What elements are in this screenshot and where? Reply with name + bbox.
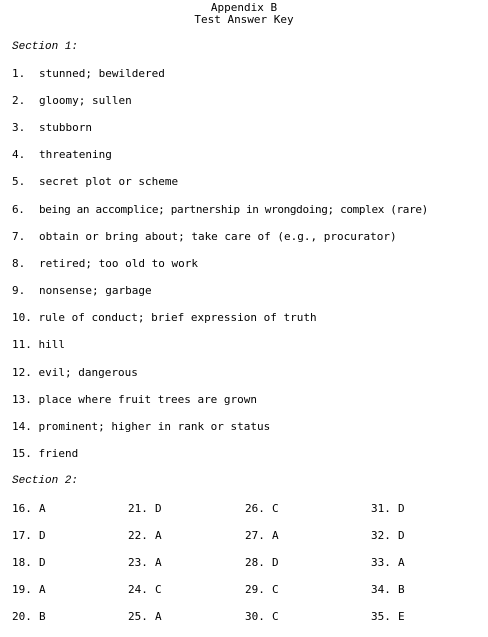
item-answer: A [155, 610, 162, 623]
item-number: 33. [371, 556, 391, 569]
list-item [12, 366, 138, 380]
list-item [12, 284, 152, 298]
item-number: 1. [12, 67, 26, 80]
item-number: 8. [12, 257, 26, 270]
answer-cell [128, 556, 162, 570]
item-number: 24. [128, 583, 148, 596]
list-item [12, 148, 112, 162]
item-number: 5. [12, 175, 26, 188]
item-number: 17. [12, 529, 32, 542]
answer-grid [12, 502, 482, 637]
answer-cell [371, 502, 405, 516]
item-answer: retired; too old to work [39, 257, 198, 270]
list-item [12, 420, 270, 434]
item-number: 31. [371, 502, 391, 515]
item-answer: prominent; higher in rank or status [38, 420, 271, 433]
list-item [12, 393, 257, 407]
item-answer: A [272, 529, 279, 542]
item-answer: D [398, 529, 405, 542]
table-row [12, 529, 482, 556]
item-number: 20. [12, 610, 32, 623]
item-answer: D [39, 529, 46, 542]
answer-cell [245, 556, 279, 570]
item-number: 22. [128, 529, 148, 542]
section-2-title: Section 2: [12, 475, 79, 487]
item-answer: E [398, 610, 405, 623]
item-answer: A [39, 502, 46, 515]
item-answer: A [155, 556, 162, 569]
appendix-title: Appendix B [210, 1, 278, 14]
item-number: 21. [128, 502, 148, 515]
item-answer: rule of conduct; brief expression of truth [38, 311, 317, 324]
list-item [12, 94, 132, 108]
item-number: 4. [12, 148, 26, 161]
item-answer: C [272, 502, 279, 515]
item-answer: D [272, 556, 279, 569]
item-number: 11. [12, 338, 32, 351]
answer-cell [371, 610, 405, 624]
answer-cell [128, 583, 162, 597]
item-number: 35. [371, 610, 391, 623]
item-number: 18. [12, 556, 32, 569]
answer-cell [12, 610, 46, 624]
item-number: 2. [12, 94, 26, 107]
answer-cell [245, 529, 279, 543]
answer-cell [128, 529, 162, 543]
list-item [12, 121, 92, 135]
item-number: 9. [12, 284, 26, 297]
item-answer: C [155, 583, 162, 596]
item-number: 10. [12, 311, 32, 324]
table-row [12, 556, 482, 583]
answer-cell [128, 502, 162, 516]
answer-cell [371, 583, 405, 597]
item-number: 23. [128, 556, 148, 569]
section-1-title: Section 1: [12, 41, 79, 53]
item-answer: D [39, 556, 46, 569]
item-number: 12. [12, 366, 32, 379]
item-number: 14. [12, 420, 32, 433]
item-number: 30. [245, 610, 265, 623]
item-answer: obtain or bring about; take care of (e.g., procurator) [39, 230, 397, 243]
item-answer: place where fruit trees are grown [38, 393, 258, 406]
answer-cell [12, 529, 46, 543]
list-item [12, 203, 428, 217]
item-answer: stubborn [39, 121, 92, 134]
list-item [12, 230, 397, 244]
table-row [12, 502, 482, 529]
item-answer: gloomy; sullen [39, 94, 132, 107]
answer-cell [371, 529, 405, 543]
item-number: 3. [12, 121, 26, 134]
item-number: 29. [245, 583, 265, 596]
list-item [12, 67, 165, 81]
item-number: 6. [12, 203, 25, 216]
item-answer: A [398, 556, 405, 569]
item-answer: A [39, 583, 46, 596]
item-answer: C [272, 583, 279, 596]
list-item [12, 447, 78, 461]
list-item [12, 311, 317, 325]
item-number: 28. [245, 556, 265, 569]
answer-cell [12, 583, 46, 597]
table-row [12, 583, 482, 610]
answer-key-subtitle: Test Answer Key [194, 13, 294, 26]
item-number: 7. [12, 230, 26, 243]
answer-cell [128, 610, 162, 624]
item-number: 27. [245, 529, 265, 542]
answer-cell [245, 502, 279, 516]
list-item [12, 338, 65, 352]
table-row [12, 610, 482, 637]
answer-cell [371, 556, 405, 570]
item-number: 19. [12, 583, 32, 596]
item-number: 32. [371, 529, 391, 542]
item-answer: hill [38, 338, 65, 351]
item-answer: friend [38, 447, 79, 460]
answer-cell [12, 556, 46, 570]
item-answer: secret plot or scheme [39, 175, 179, 188]
list-item [12, 175, 178, 189]
item-number: 34. [371, 583, 391, 596]
item-answer: B [39, 610, 46, 623]
item-answer: D [155, 502, 162, 515]
item-number: 26. [245, 502, 265, 515]
list-item [12, 257, 198, 271]
item-number: 16. [12, 502, 32, 515]
answer-cell [245, 610, 279, 624]
answer-cell [245, 583, 279, 597]
item-number: 15. [12, 447, 32, 460]
item-answer: nonsense; garbage [39, 284, 152, 297]
item-answer: D [398, 502, 405, 515]
item-number: 25. [128, 610, 148, 623]
item-answer: being an accomplice; partnership in wrongdoing; complex (rare) [39, 203, 428, 216]
item-answer: C [272, 610, 279, 623]
item-answer: B [398, 583, 405, 596]
item-number: 13. [12, 393, 32, 406]
item-answer: threatening [39, 148, 112, 161]
item-answer: stunned; bewildered [39, 67, 165, 80]
item-answer: evil; dangerous [38, 366, 138, 379]
item-answer: A [155, 529, 162, 542]
answer-cell [12, 502, 46, 516]
